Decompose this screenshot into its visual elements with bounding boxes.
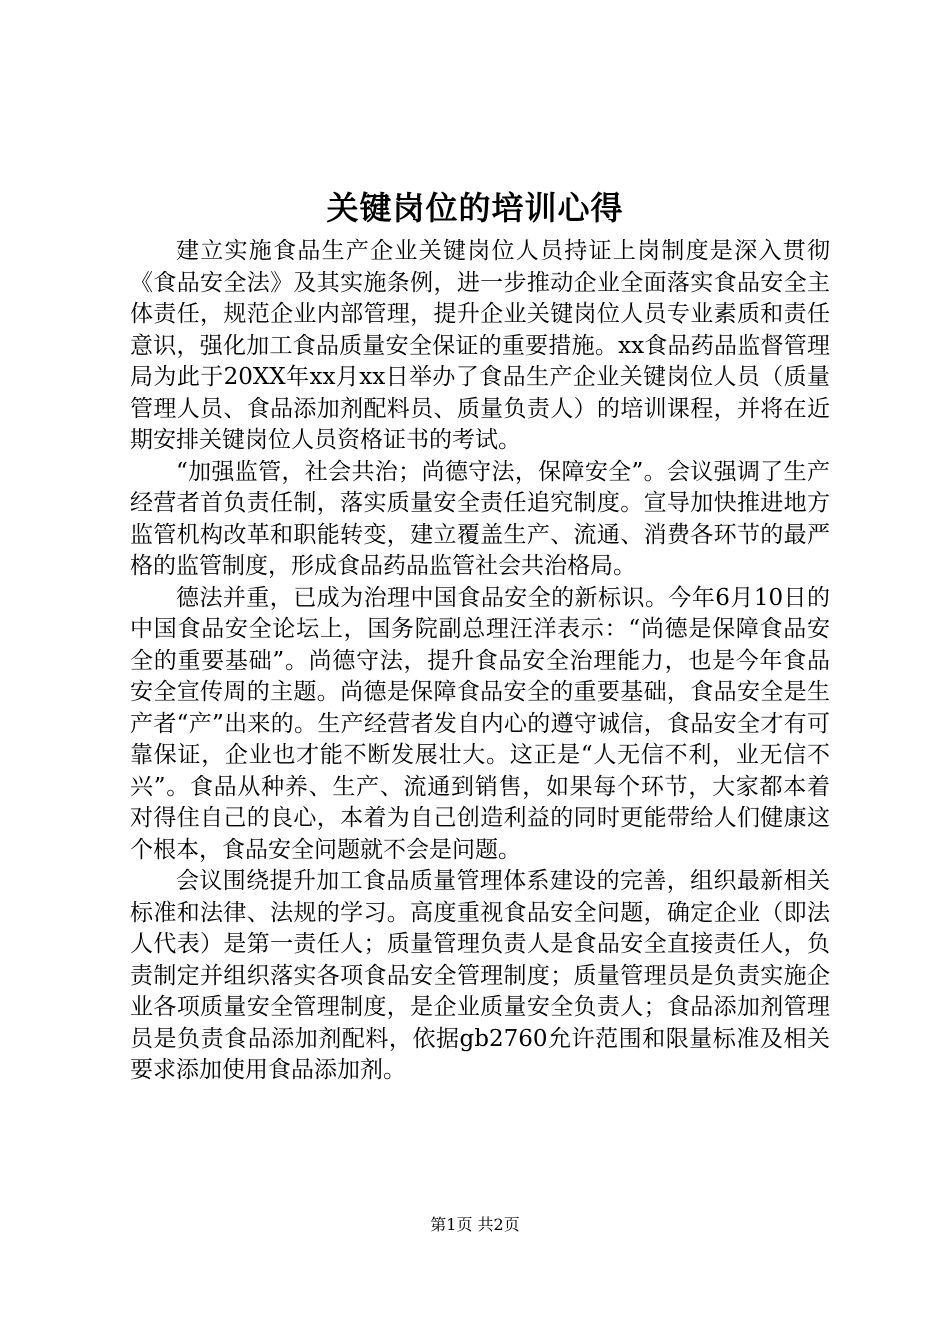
paragraph-4: 会议围绕提升加工食品质量管理体系建设的完善，组织最新相关标准和法律、法规的学习。高度重视食品安全问题，确定企业（即法人代表）是第一责任人；质量管理负责人是食品安全直接责任人，负责制定并组织落实各项食品安全管理制度；质量管理员是负责实施企业各项质量安全管理制度，是企业质量安全负责人；食品添加剂管理员是负责食品添加剂配料，依据gb2760允许范围和限量标准及相关要求添加使用食品添加剂。 <box>130 868 830 1083</box>
paragraph-2: “加强监管，社会共治；尚德守法，保障安全”。会议强调了生产经营者首负责任制，落实质量安全责任追究制度。宣导加快推进地方监管机构改革和职能转变，建立覆盖生产、流通、消费各环节的最严格的监管制度，形成食品药品监管社会共治格局。 <box>130 458 830 579</box>
paragraph-3: 德法并重，已成为治理中国食品安全的新标识。今年6月10日的中国食品安全论坛上，国务院副总理汪洋表示：“尚德是保障食品安全的重要基础”。尚德守法，提升食品安全治理能力，也是今年食品安全宣传周的主题。尚德是保障食品安全的重要基础，食品安全是生产者“产”出来的。生产经营者发自内心的遵守诚信，食品安全才有可靠保证，企业也才能不断发展壮大。这正是“人无信不利，业无信不兴”。食品从种养、生产、流通到销售，如果每个环节，大家都本着对得住自己的良心，本着为自己创造利益的同时更能带给人们健康这个根本，食品安全问题就不会是问题。 <box>130 584 830 863</box>
document-body <box>130 236 830 1087</box>
paragraph-1: 建立实施食品生产企业关键岗位人员持证上岗制度是深入贯彻《食品安全法》及其实施条例，进一步推动企业全面落实食品安全主体责任，规范企业内部管理，提升企业关键岗位人员专业素质和责任意识，强化加工食品质量安全保证的重要措施。xx食品药品监督管理局为此于20XX年xx月xx日举办了食品生产企业关键岗位人员（质量管理人员、食品添加剂配料员、质量负责人）的培训课程，并将在近期安排关键岗位人员资格证书的考试。 <box>130 238 830 453</box>
document-title: 关键岗位的培训心得 <box>326 189 624 227</box>
page-footer: 第1页 共2页 <box>430 1215 520 1234</box>
